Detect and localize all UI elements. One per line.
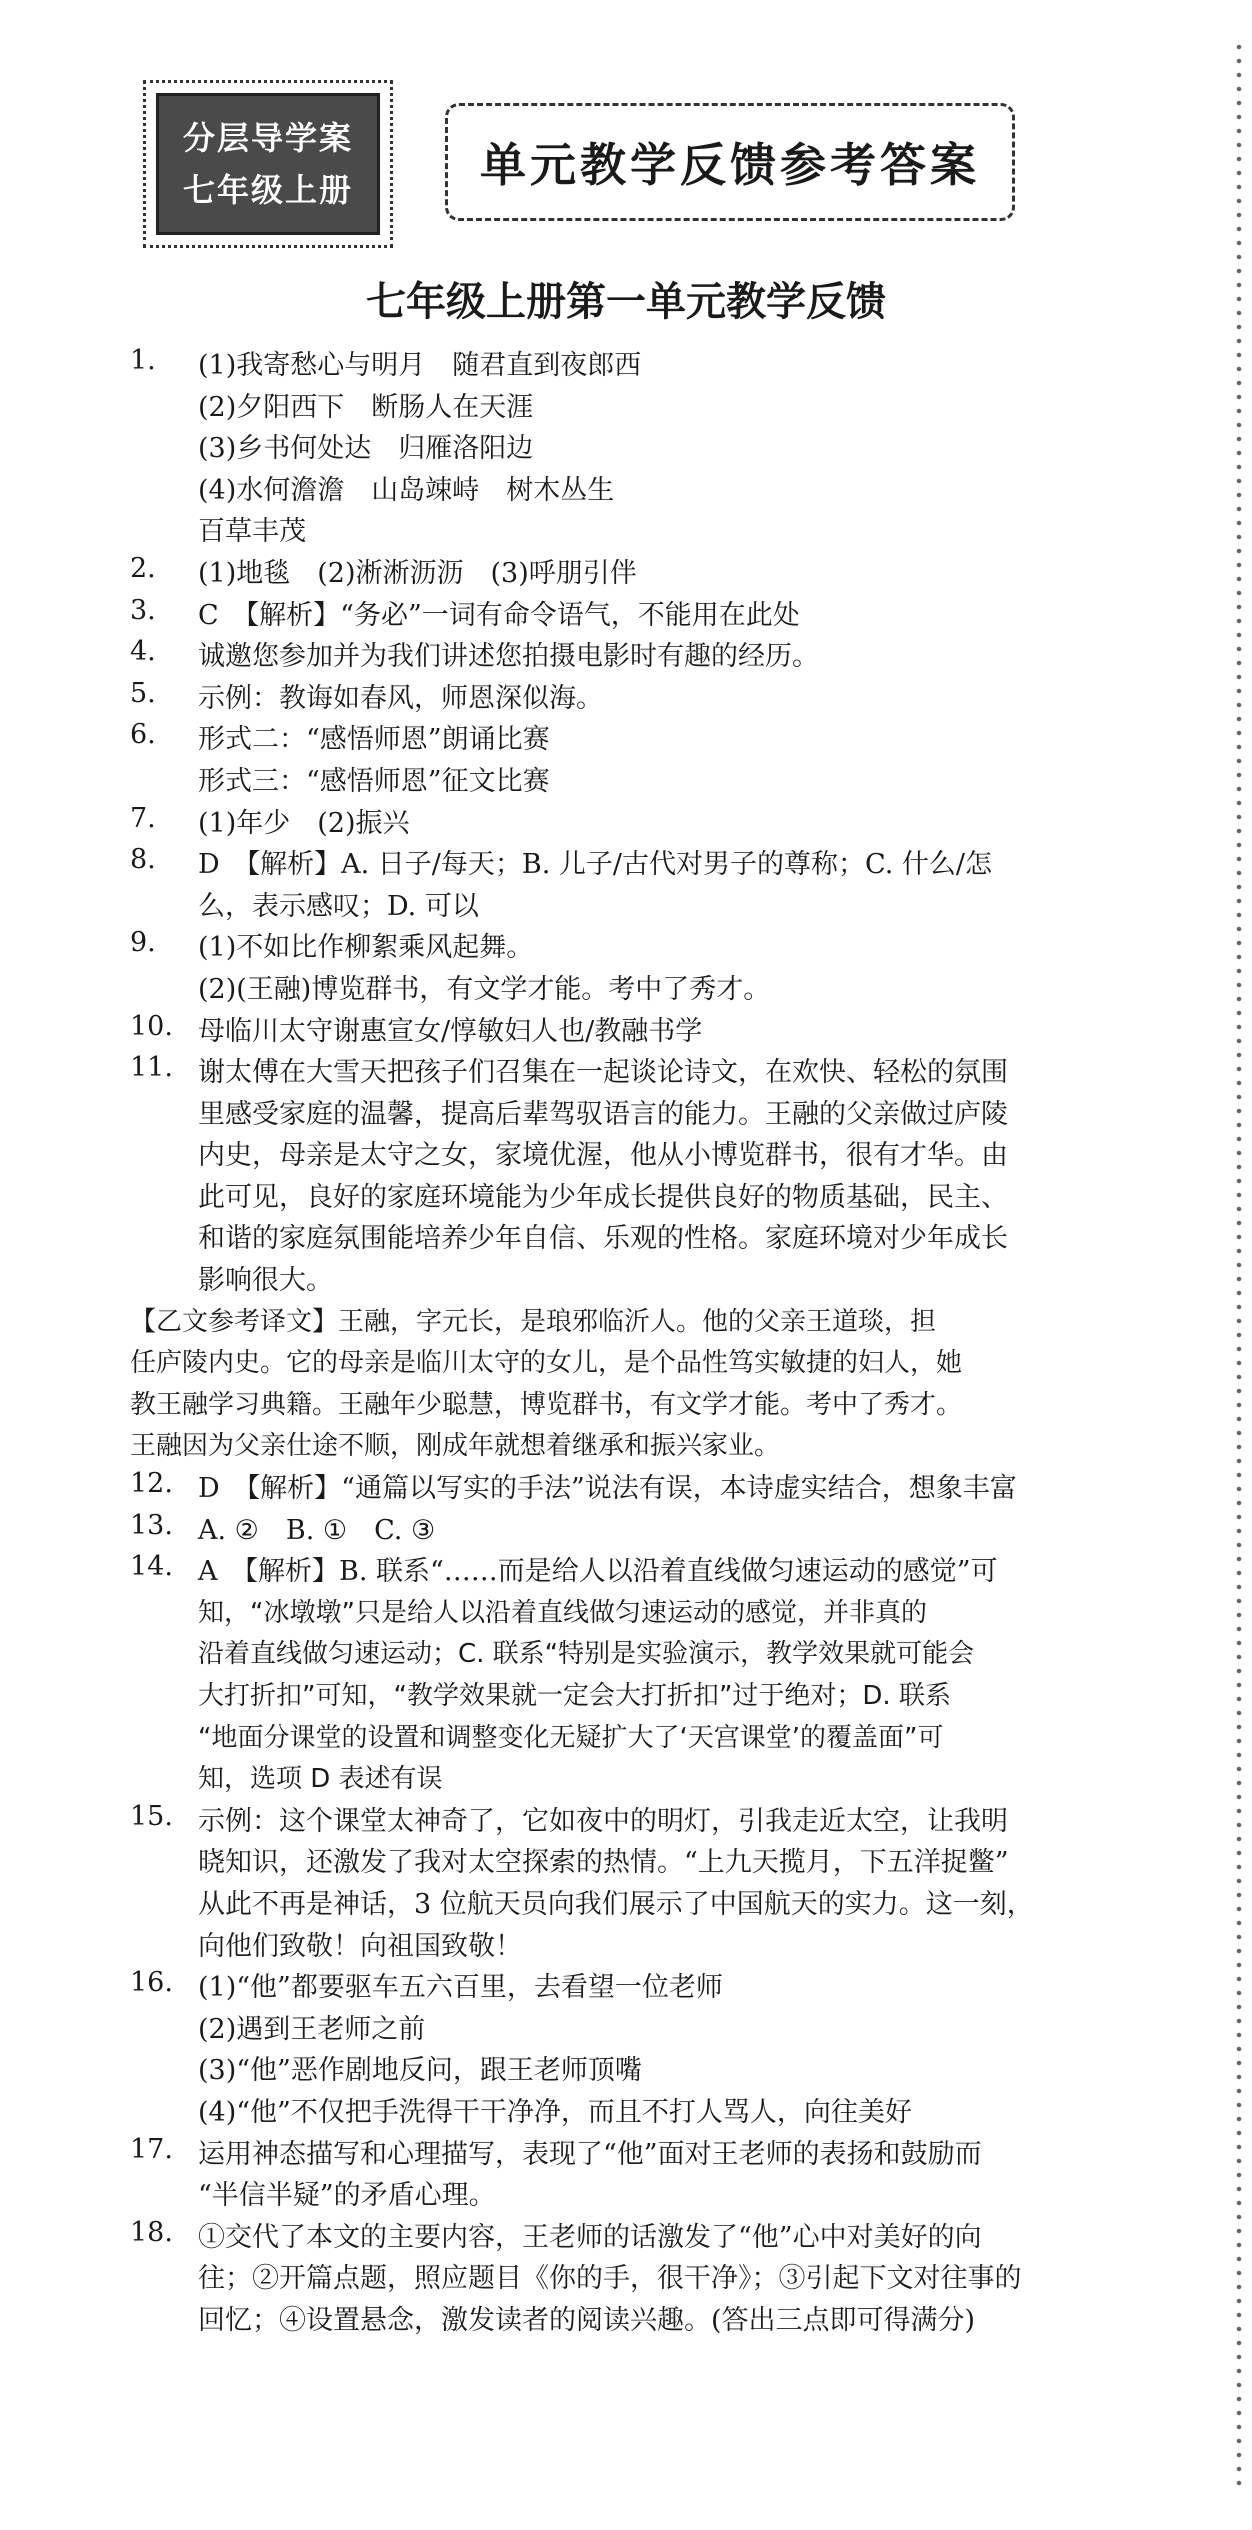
answer-line: (1)“他”都要驱车五六百里，去看望一位老师 — [198, 1972, 723, 2004]
answer-number: 16. — [130, 1967, 173, 1999]
answer-item — [130, 2217, 1205, 2342]
answer-line: (3)乡书何处达 归雁洛阳边 — [198, 433, 534, 465]
answer-line: 示例：教诲如春风，师恩深似海。 — [198, 682, 603, 714]
answer-item — [130, 2134, 1205, 2217]
answer-body — [198, 636, 1205, 678]
answer-body — [198, 1551, 1205, 1801]
answer-line: (1)年少 (2)振兴 — [198, 807, 410, 839]
answer-number: 9. — [130, 927, 156, 959]
series-badge — [143, 80, 393, 248]
answer-item — [130, 1801, 1205, 1967]
answer-line: 运用神态描写和心理描写，表现了“他”面对王老师的表扬和鼓励而 — [198, 2138, 982, 2170]
answer-line: 百草丰茂 — [198, 516, 306, 548]
answer-line: 形式三：“感悟师恩”征文比赛 — [198, 765, 550, 797]
answer-line: 母临川太守谢惠宣女/惇敏妇人也/教融书学 — [198, 1015, 703, 1047]
answer-line: A 【解析】B. 联系“……而是给人以沿着直线做匀速运动的感觉”可 — [198, 1556, 998, 1588]
answer-line: (2)(王融)博览群书，有文学才能。考中了秀才。 — [198, 973, 771, 1005]
answer-item — [130, 1468, 1205, 1510]
answer-item — [130, 1052, 1205, 1302]
answer-line: 诚邀您参加并为我们讲述您拍摄电影时有趣的经历。 — [198, 641, 819, 673]
answer-line: (2)遇到王老师之前 — [198, 2013, 426, 2045]
answer-number: 10. — [130, 1010, 173, 1042]
answer-line: 王融因为父亲仕途不顺，刚成年就想着继承和振兴家业。 — [130, 1431, 781, 1462]
answer-line: ①交代了本文的主要内容，王老师的话激发了“他”心中对美好的向 — [198, 2221, 982, 2253]
answer-body — [198, 553, 1205, 595]
answer-number: 3. — [130, 594, 156, 626]
answer-line: 往；②开篇点题，照应题目《你的手，很干净》；③引起下文对往事的 — [198, 2263, 1022, 2295]
answer-body — [198, 345, 1205, 553]
answer-item — [130, 553, 1205, 595]
answer-line: (1)不如比作柳絮乘风起舞。 — [198, 932, 534, 964]
answer-line: 向他们致敬！向祖国致敬！ — [198, 1930, 522, 1962]
series-badge-inner — [156, 93, 380, 235]
answer-body — [198, 2134, 1205, 2217]
answer-line: (2)夕阳西下 断肠人在天涯 — [198, 391, 534, 423]
answer-line: 【乙文参考译文】王融，字元长，是琅邪临沂人。他的父亲王道琰，担 — [130, 1306, 937, 1337]
page-title-box — [445, 103, 1015, 221]
answer-line: (3)“他”恶作剧地反问，跟王老师顶嘴 — [198, 2055, 642, 2087]
answer-line: (4)水何澹澹 山岛竦峙 树木丛生 — [198, 474, 615, 506]
answer-body — [198, 1011, 1205, 1053]
section-heading: 七年级上册第一单元教学反馈 — [366, 279, 886, 325]
answer-number: 1. — [130, 345, 156, 376]
answer-body — [198, 927, 1205, 1010]
answer-body — [198, 719, 1205, 802]
answer-line: 么，表示感叹；D. 可以 — [198, 890, 479, 922]
answer-body — [198, 1052, 1205, 1302]
answer-line: 从此不再是神话，3 位航天员向我们展示了中国航天的实力。这一刻， — [198, 1888, 1034, 1920]
answer-body — [198, 844, 1205, 927]
answer-number: 13. — [130, 1509, 173, 1541]
answer-number: 12. — [130, 1468, 173, 1500]
answer-line: D 【解析】“通篇以写实的手法”说法有误，本诗虚实结合，想象丰富 — [198, 1473, 1017, 1505]
answer-line: 和谐的家庭氛围能培养少年自信、乐观的性格。家庭环境对少年成长 — [198, 1223, 1008, 1255]
answer-number: 17. — [130, 2133, 173, 2165]
badge-series-name: 分层导学案 — [182, 119, 353, 157]
answer-line: 知，“冰墩墩”只是给人以沿着直线做匀速运动的感觉，并非真的 — [198, 1597, 927, 1628]
answer-item — [130, 844, 1205, 927]
answer-body — [198, 1967, 1205, 2133]
answer-item — [130, 719, 1205, 802]
answer-item — [130, 1510, 1205, 1552]
answer-body — [198, 678, 1205, 720]
answer-line: 沿着直线做匀速运动；C. 联系“特别是实验演示，教学效果就可能会 — [198, 1639, 975, 1670]
answer-line: “地面分课堂的设置和调整变化无疑扩大了‘天宫课堂’的覆盖面”可 — [198, 1722, 944, 1753]
answer-body — [198, 1468, 1205, 1510]
answer-item — [130, 927, 1205, 1010]
answer-item — [130, 1551, 1205, 1801]
answer-body — [130, 1302, 1205, 1468]
answer-line: 任庐陵内史。它的母亲是临川太守的女儿，是个品性笃实敏捷的妇人，她 — [130, 1348, 963, 1379]
answer-item — [130, 345, 1205, 553]
answer-number: 2. — [130, 552, 156, 584]
answer-line: 知，选项 D 表述有误 — [198, 1764, 443, 1795]
answer-line: 回忆；④设置悬念，激发读者的阅读兴趣。(答出三点即可得满分) — [198, 2304, 976, 2336]
answer-line: D 【解析】A. 日子/每天；B. 儿子/古代对男子的尊称；C. 什么/怎 — [198, 849, 992, 881]
answer-line: 大打折扣”可知，“教学效果就一定会大打折扣”过于绝对；D. 联系 — [198, 1681, 951, 1711]
answer-line: 里感受家庭的温馨，提高后辈驾驭语言的能力。王融的父亲做过庐陵 — [198, 1098, 1008, 1130]
page-edge-decoration — [1230, 40, 1248, 2490]
answer-list — [130, 345, 1205, 2342]
answer-item — [130, 636, 1205, 678]
answer-line: 示例：这个课堂太神奇了，它如夜中的明灯，引我走近太空，让我明 — [198, 1805, 1008, 1837]
answer-body — [198, 2217, 1205, 2342]
answer-number: 7. — [130, 802, 156, 834]
answer-number: 18. — [130, 2216, 173, 2248]
translation-block — [130, 1302, 1205, 1468]
answer-body — [198, 1801, 1205, 1967]
answer-body — [198, 1510, 1205, 1552]
answer-line: C 【解析】“务必”一词有命令语气，不能用在此处 — [198, 599, 800, 631]
answer-number: 14. — [130, 1551, 173, 1583]
answer-line: (1)地毯 (2)淅淅沥沥 (3)呼朋引伴 — [198, 557, 637, 589]
answer-line: 此可见，良好的家庭环境能为少年成长提供良好的物质基础，民主、 — [198, 1181, 1008, 1213]
badge-grade: 七年级上册 — [182, 171, 353, 209]
answer-item — [130, 1011, 1205, 1053]
answer-number: 15. — [130, 1800, 173, 1832]
answer-number: 5. — [130, 677, 156, 709]
answer-line: 教王融学习典籍。王融年少聪慧，博览群书，有文学才能。考中了秀才。 — [130, 1389, 963, 1420]
answer-item — [130, 678, 1205, 720]
answer-line: 谢太傅在大雪天把孩子们召集在一起谈论诗文，在欢快、轻松的氛围 — [198, 1057, 1008, 1089]
answer-number: 6. — [130, 719, 156, 751]
answer-item — [130, 803, 1205, 845]
answer-line: 影响很大。 — [198, 1265, 333, 1297]
answer-line: 内史，母亲是太守之女，家境优渥，他从小博览群书，很有才华。由 — [198, 1140, 1008, 1172]
answer-line: (1)我寄愁心与明月 随君直到夜郎西 — [198, 350, 642, 381]
answer-number: 8. — [130, 844, 156, 876]
answer-item — [130, 595, 1205, 637]
answer-line: 形式二：“感悟师恩”朗诵比赛 — [198, 724, 550, 756]
answer-line: (4)“他”不仅把手洗得干干净净，而且不打人骂人，向往美好 — [198, 2096, 912, 2128]
answer-number: 11. — [130, 1052, 173, 1084]
answer-line: A. ② B. ① C. ③ — [198, 1514, 436, 1546]
answer-number: 4. — [130, 636, 156, 668]
answer-item — [130, 1967, 1205, 2133]
answer-line: 晓知识，还激发了我对太空探索的热情。“上九天揽月，下五洋捉鳖” — [198, 1847, 1009, 1879]
answer-body — [198, 803, 1205, 845]
answer-line: “半信半疑”的矛盾心理。 — [198, 2180, 496, 2212]
page-title: 单元教学反馈参考答案 — [480, 138, 980, 192]
answer-body — [198, 595, 1205, 637]
